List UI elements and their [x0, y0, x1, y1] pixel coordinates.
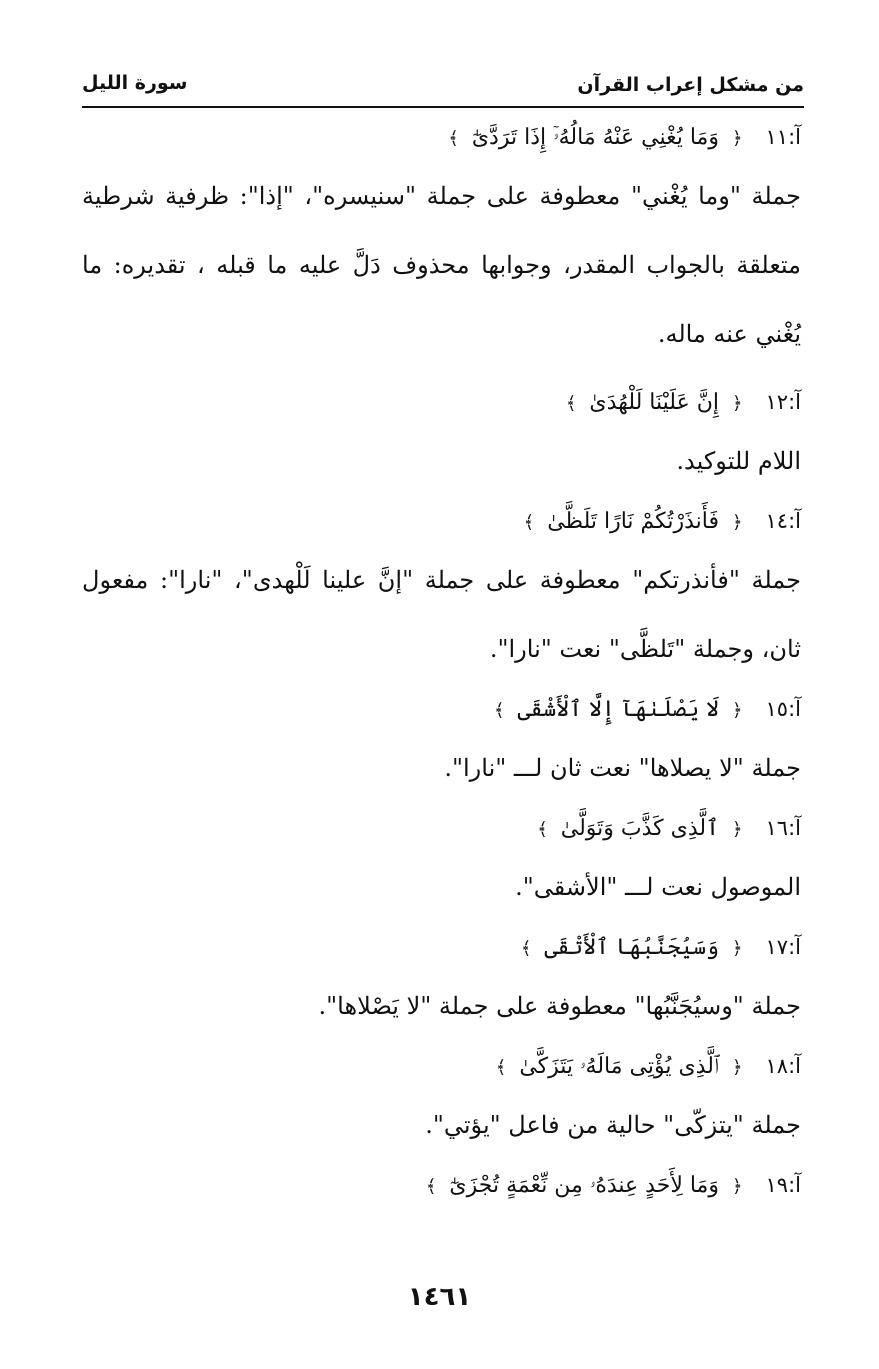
commentary-paragraph: جملة "لا يصلاها" نعت ثان لـــ "نارا".	[444, 754, 801, 782]
verse-heading	[82, 684, 801, 734]
verse-heading	[82, 496, 801, 546]
ornament-open: ﴿	[731, 512, 743, 533]
verse-heading	[82, 803, 801, 853]
verse-number: آ:١٢	[765, 390, 801, 414]
ornament-open: ﴿	[731, 819, 743, 840]
ornament-close: ﴾	[523, 512, 535, 533]
commentary-paragraph: جملة "فأنذرتكم" معطوفة على جملة "إنَّ علينا لَلْهدى"، "نارا": مفعول ثان، وجملة "تَلظَّى" نعت "نارا".	[82, 566, 801, 663]
verse-number: آ:١٤	[765, 509, 801, 533]
verse-number: آ:١٦	[765, 816, 801, 840]
commentary-paragraph: اللام للتوكيد.	[676, 447, 801, 475]
quran-verse-text: وَمَا يُغْنِي عَنْهُ مَالُهُۥٓ إِذَا تَرَدَّىٰٓ	[471, 125, 719, 150]
ornament-close: ﴾	[565, 393, 577, 414]
quran-verse-text: إِنَّ عَلَيْنَا لَلْهُدَىٰ	[589, 390, 719, 415]
commentary-paragraph: جملة "يتزكّى" حالية من فاعل "يؤتي".	[425, 1111, 801, 1139]
ornament-close: ﴾	[493, 700, 505, 721]
quran-verse-text: فَأَنذَرْتُكُمْ نَارًا تَلَظَّىٰ	[547, 509, 719, 534]
ornament-open: ﴿	[731, 393, 743, 414]
ornament-close: ﴾	[448, 128, 459, 149]
ornament-open: ﴿	[731, 938, 743, 959]
page-content	[82, 112, 801, 1210]
quran-verse-text: وَمَا لِأَحَدٍ عِندَهُۥ مِن نِّعْمَةٍ تُجْزَىٰٓ	[449, 1173, 719, 1198]
verse-number: آ:١٥	[765, 697, 801, 721]
verse-number: آ:١٧	[765, 935, 801, 959]
verse-number: آ:١١	[765, 125, 801, 149]
book-title: من مشكل إعراب القرآن	[577, 74, 804, 96]
ornament-open: ﴿	[731, 700, 743, 721]
ornament-close: ﴾	[537, 819, 548, 840]
quran-verse-text: ٱلَّذِى يُؤْتِى مَالَهُۥ يَتَزَكَّىٰ	[519, 1054, 719, 1079]
commentary-paragraph: جملة "وما يُغْني" معطوفة على جملة "سنيسره"، "إذا": ظرفية شرطية متعلقة بالجواب المقدر، وجوابها محذوف دَلَّ عليه ما قبله ، تقديره: ما يُغْني عنه ماله.	[82, 182, 801, 348]
ornament-open: ﴿	[731, 1057, 743, 1078]
ornament-close: ﴾	[520, 938, 532, 959]
quran-verse-text: لَا يَصْلَىٰهَآ إِلَّا ٱلْأَشْقَى	[517, 697, 719, 722]
surah-title: سورة الليل	[82, 72, 188, 94]
quran-verse-text: وَسَيُجَنَّبُهَا ٱلْأَتْقَى	[544, 935, 719, 960]
running-header	[82, 66, 804, 108]
ornament-open: ﴿	[731, 128, 743, 149]
verse-heading	[82, 377, 801, 427]
verse-heading	[82, 1041, 801, 1091]
quran-verse-text: ٱلَّذِى كَذَّبَ وَتَوَلَّىٰ	[560, 816, 719, 841]
page-number: ١٤٦١	[407, 1282, 472, 1312]
verse-heading	[82, 112, 801, 162]
verse-heading	[82, 922, 801, 972]
commentary-paragraph: جملة "وسيُجَنَّبُها" معطوفة على جملة "لا يَصْلاها".	[318, 992, 801, 1020]
verse-heading	[82, 1160, 801, 1210]
ornament-close: ﴾	[425, 1176, 437, 1197]
commentary-paragraph: الموصول نعت لـــ "الأشقى".	[515, 873, 801, 901]
ornament-open: ﴿	[731, 1176, 743, 1197]
ornament-close: ﴾	[495, 1057, 507, 1078]
verse-number: آ:١٨	[765, 1054, 801, 1078]
verse-number: آ:١٩	[765, 1173, 801, 1197]
